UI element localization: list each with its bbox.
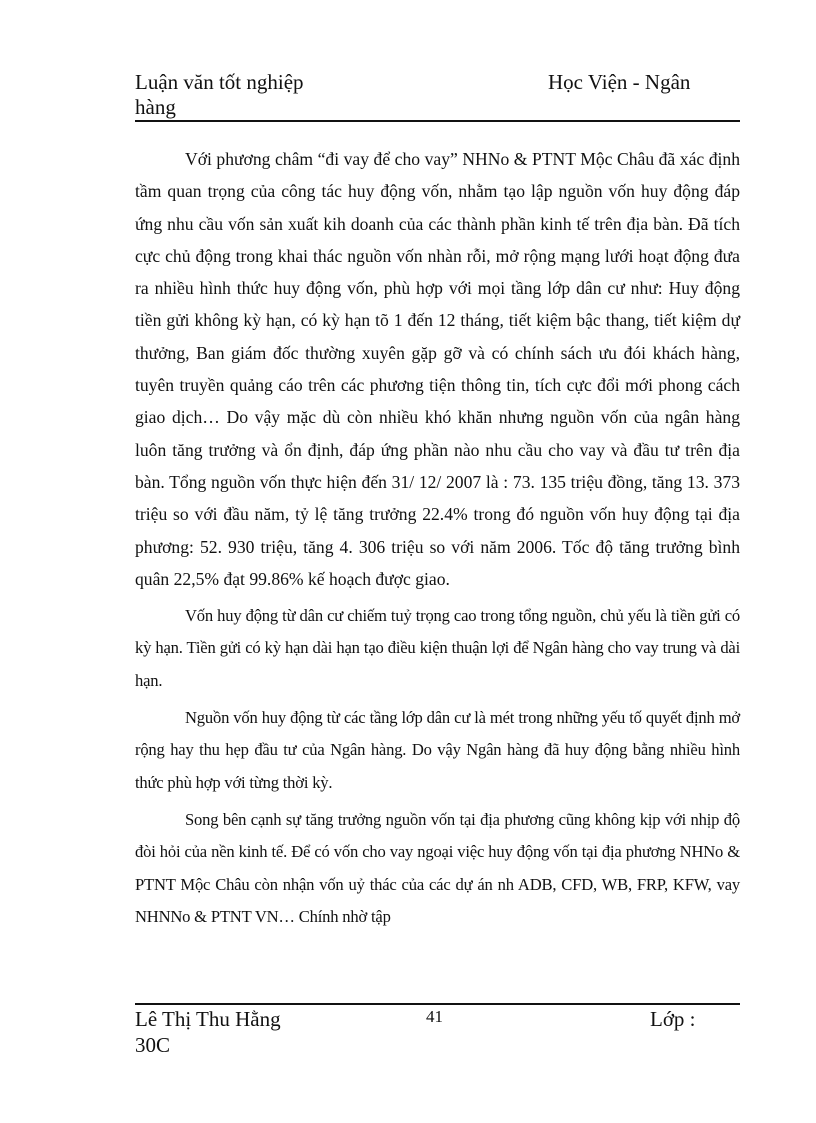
header-rule	[135, 120, 740, 122]
footer-author: Lê Thị Thu Hằng	[135, 1007, 281, 1031]
paragraph-resident-deposits: Vốn huy động từ dân cư chiếm tuỷ trọng cao trong tổng nguồn, chủ yếu là tiền gửi có kỳ hạn. Tiền gửi có kỳ hạn dài hạn tạo điều kiện thuận lợi để Ngân hàng cho vay trung và dài hạn.	[135, 606, 740, 690]
header-institution: Học Viện - Ngân	[548, 70, 691, 94]
paragraph-entrusted-capital: Song bên cạnh sự tăng trưởng nguồn vốn tại địa phương cũng không kịp với nhịp độ đòi hỏi của nền kinh tế. Để có vốn cho vay ngoại việc huy động vốn tại địa phương NHNo & PTNT Mộc Châu còn nhận vốn uỷ thác của các dự án nh ADB, CFD, WB, FRP, KFW, vay NHNNo & PTNT VN… Chính nhờ tập	[135, 809, 740, 926]
footer-rule	[135, 1003, 740, 1005]
header-thesis-label: Luận văn tốt nghiệp	[135, 70, 304, 94]
footer-class-label: Lớp :	[650, 1007, 696, 1031]
header-thesis-label-cont: hàng	[135, 95, 176, 119]
paragraph-capital-mobilization: Với phương châm “đi vay để cho vay” NHNo & PTNT Mộc Châu đã xác định tầm quan trọng của công tác huy động vốn, nhằm tạo lập nguồn vốn huy động đáp ứng nhu cầu vốn sản xuất kih doanh của các thành phần kinh tế trên địa bàn. Đã tích cực chủ động trong khai thác nguồn vốn nhàn rỗi, mở rộng mạng lưới hoạt động đưa ra nhiều hình thức huy động vốn, phù hợp với mọi tầng lớp dân cư như: Huy động tiền gửi không kỳ hạn, có kỳ hạn tõ 1 đến 12 tháng, tiết kiệm bậc thang, tiết kiệm dự thưởng, Ban giám đốc thường xuyên gặp gỡ và có chính sách ưu đói khách hàng, tuyên truyền quảng cáo trên các phương tiện thông tin, tích cực đổi mới phong cách giao dịch… Do vậy mặc dù còn nhiều khó khăn nhưng nguồn vốn của ngân hàng luôn tăng trưởng và ổn định, đáp ứng phần nào nhu cầu cho vay và đầu tư trên địa bàn. Tổng nguồn vốn thực hiện đến 31/ 12/ 2007 là : 73. 135 triệu đồng, tăng 13. 373 triệu so với đầu năm, tỷ lệ tăng trưởng 22.4% trong đó nguồn vốn huy động tại địa phương: 52. 930 triệu, tăng 4. 306 triệu so với năm 2006. Tốc độ tăng trưởng bình quân 22,5% đạt 99.86% kế hoạch được giao.	[135, 149, 740, 589]
footer-author-cont: 30C	[135, 1033, 171, 1057]
paragraph-investment-factor: Nguồn vốn huy động từ các tầng lớp dân cư là mét trong những yếu tố quyết định mở rộng hay thu hẹp đầu tư của Ngân hàng. Do vậy Ngân hàng đã huy động bằng nhiều hình thức phù hợp với từng thời kỳ.	[135, 708, 740, 792]
body-text	[135, 143, 740, 933]
page-number: 41	[426, 1007, 443, 1026]
